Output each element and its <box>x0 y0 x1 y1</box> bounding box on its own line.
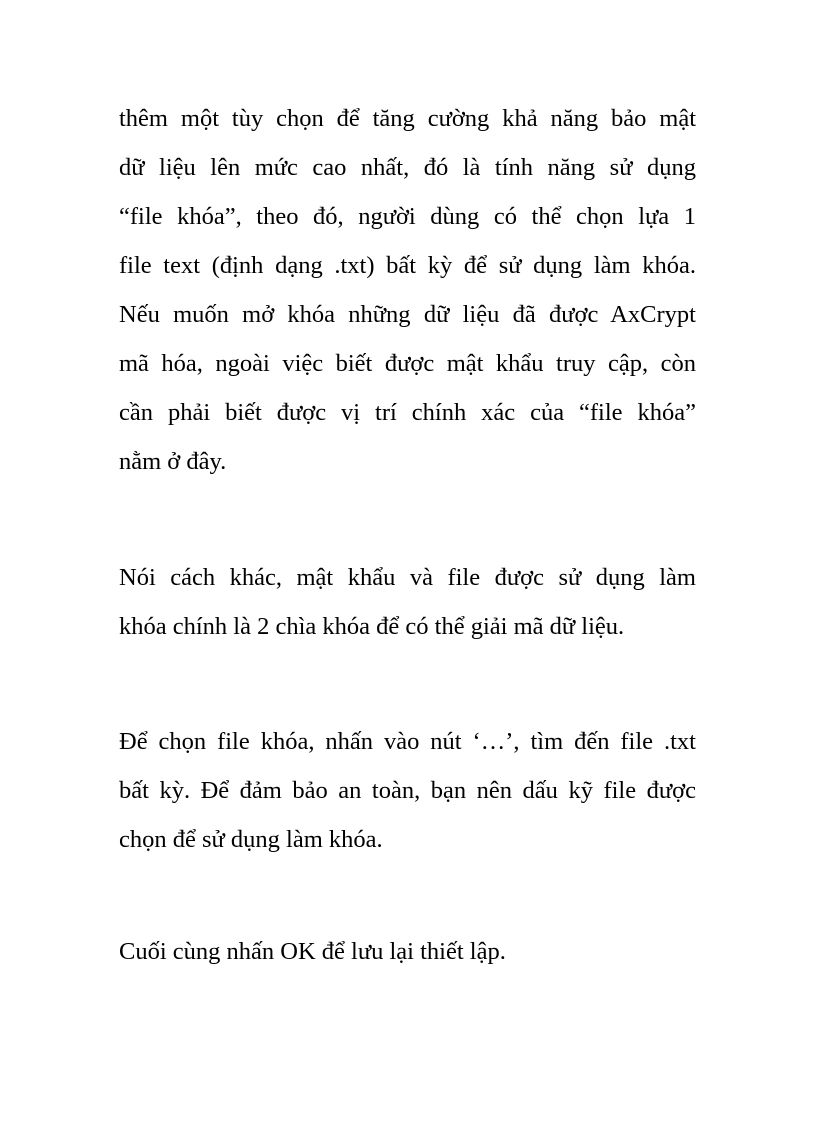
text-line: dữ liệu lên mức cao nhất, đó là tính năng sử dụng <box>119 154 696 181</box>
text-line: mã hóa, ngoài việc biết được mật khẩu truy cập, còn <box>119 350 696 377</box>
text-line: nằm ở đây. <box>119 448 227 475</box>
text-line: thêm một tùy chọn để tăng cường khả năng bảo mật <box>119 105 696 132</box>
text-line: Nếu muốn mở khóa những dữ liệu đã được AxCrypt <box>119 301 696 328</box>
text-line: file text (định dạng .txt) bất kỳ để sử dụng làm khóa. <box>119 252 696 279</box>
paragraph-save-settings <box>119 927 696 976</box>
text-line: Để chọn file khóa, nhấn vào nút ‘…’, tìm đến file .txt <box>119 728 696 755</box>
paragraph-file-key-option <box>119 94 696 486</box>
text-line: Cuối cùng nhấn OK để lưu lại thiết lập. <box>119 938 506 965</box>
text-line: bất kỳ. Để đảm bảo an toàn, bạn nên dấu kỹ file được <box>119 777 696 804</box>
text-line: chọn để sử dụng làm khóa. <box>119 826 383 853</box>
text-line: cần phải biết được vị trí chính xác của “file khóa” <box>119 399 696 426</box>
paragraph-choose-key-file <box>119 717 696 864</box>
text-line: “file khóa”, theo đó, người dùng có thể chọn lựa 1 <box>119 203 696 230</box>
text-line: Nói cách khác, mật khẩu và file được sử dụng làm <box>119 564 696 591</box>
text-line: khóa chính là 2 chìa khóa để có thể giải mã dữ liệu. <box>119 613 625 640</box>
paragraph-two-keys <box>119 553 696 651</box>
